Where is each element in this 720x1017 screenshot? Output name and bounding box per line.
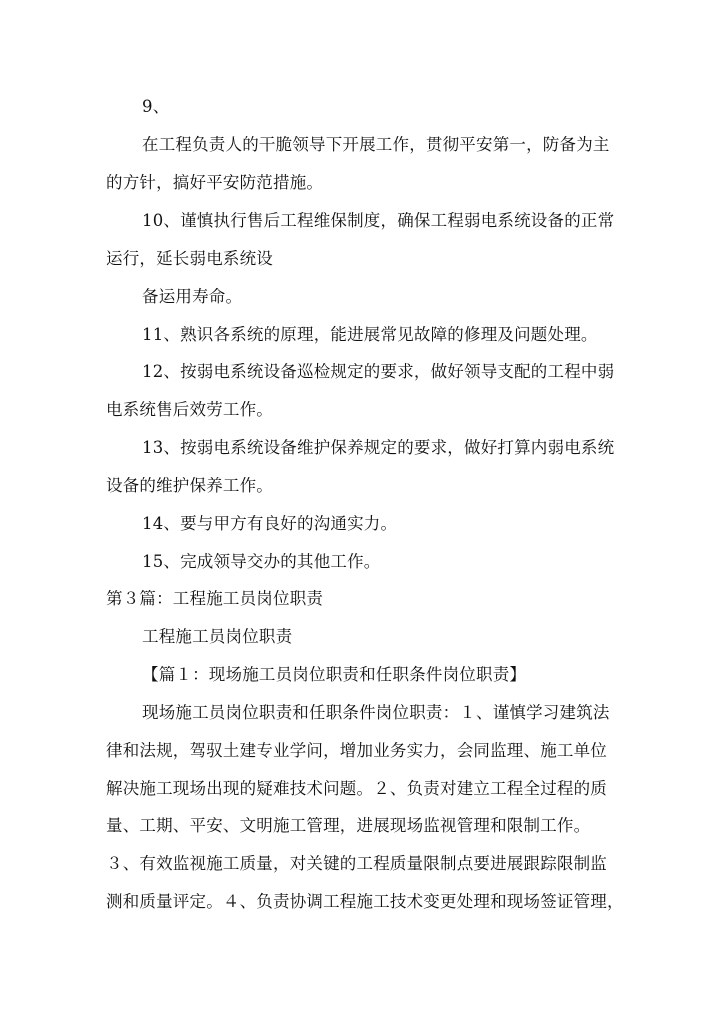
text-line-7: 11、熟识各系统的原理，能进展常见故障的修理及问题处理。 (142, 325, 598, 344)
paragraph-line-4: 量、工期、平安、文明施工管理，进展现场监视管理和限制工作。 (106, 816, 591, 835)
text-line-2: 在工程负责人的干脆领导下开展工作，贯彻平安第一，防备为主 (142, 135, 610, 154)
text-line-10: 13、按弱电系统设备维护保养规定的要求，做好打算内弱电系统 (142, 438, 615, 457)
paragraph-line-3: 解决施工现场出现的疑难技术问题。２、负责对建立工程全过程的质 (106, 779, 607, 798)
text-line-12: 14、要与甲方有良好的沟通实力。 (142, 514, 398, 533)
text-line-9: 电系统售后效劳工作。 (106, 400, 273, 419)
paragraph-line-6: 测和质量评定。４、负责协调工程施工技术变更处理和现场签证管理， (106, 892, 624, 911)
text-line-4: 10、谨慎执行售后工程维保制度，确保工程弱电系统设备的正常 (142, 211, 615, 230)
text-line-13: 15、完成领导交办的其他工作。 (142, 552, 381, 571)
paragraph-line-1: 现场施工员岗位职责和任职条件岗位职责：１、谨慎学习建筑法 (142, 703, 610, 722)
text-line-8: 12、按弱电系统设备巡检规定的要求，做好领导支配的工程中弱 (142, 362, 615, 381)
paragraph-line-2: 律和法规，驾驭土建专业学问，增加业务实力，会同监理、施工单位 (106, 741, 607, 760)
text-line-6: 备运用寿命。 (142, 287, 243, 306)
section-title: 工程施工员岗位职责 (142, 627, 293, 646)
bracket-heading: 【篇１：现场施工员岗位职责和任职条件岗位职责】 (142, 665, 527, 684)
text-line-3: 的方针，搞好平安防范措施。 (106, 173, 324, 192)
text-line-11: 设备的维护保养工作。 (106, 476, 273, 495)
paragraph-line-5: ３、有效监视施工质量，对关键的工程质量限制点要进展跟踪限制监 (106, 854, 607, 873)
section-heading: 第３篇：工程施工员岗位职责 (106, 589, 324, 608)
text-line-5: 运行，延长弱电系统设 (106, 249, 273, 268)
text-line-1: 9、 (142, 97, 170, 116)
